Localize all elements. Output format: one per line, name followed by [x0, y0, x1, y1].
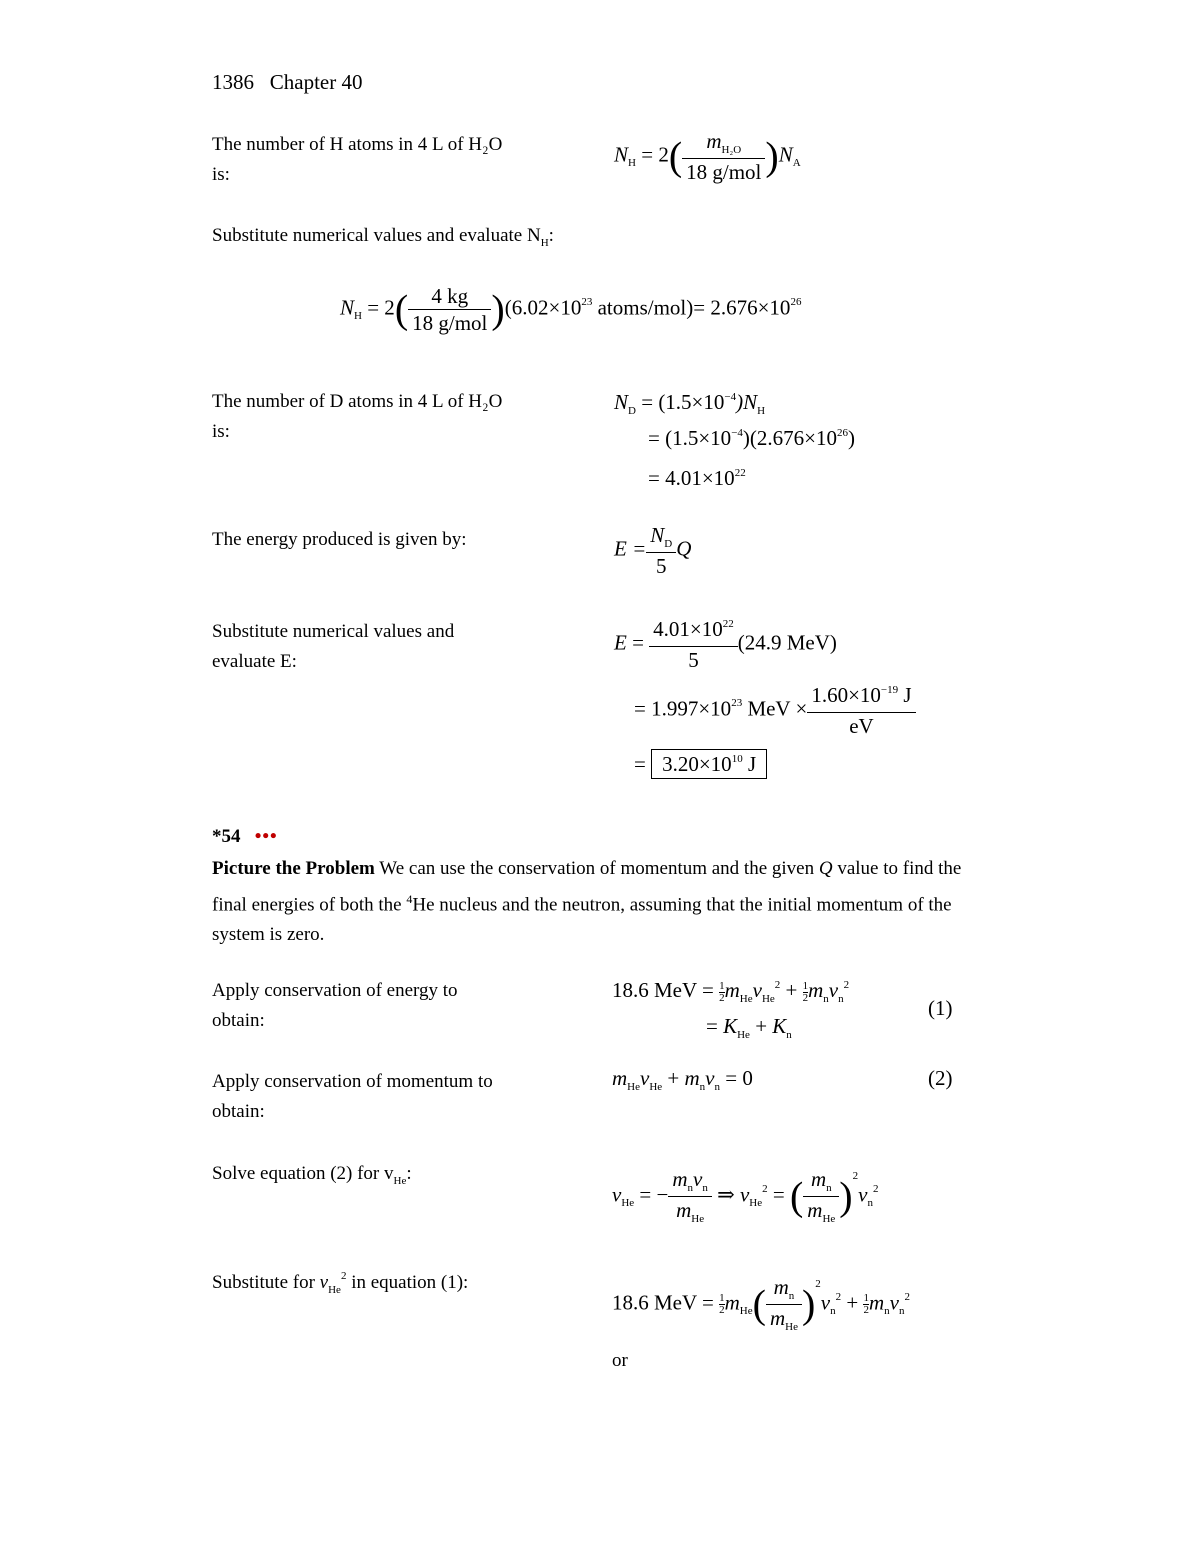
- step-substitute-label: Substitute for $v_{He}^2$ in equation (1):: [212, 1270, 469, 1296]
- substitute-nh-label: Substitute numerical values and evaluate $N_H$:: [212, 225, 554, 249]
- step-energy-label: Apply conservation of energy to obtain:: [212, 980, 458, 1031]
- problem-number: *54 •••: [212, 826, 278, 847]
- d-atoms-label: The number of D atoms in 4 L of H₂O is:: [212, 391, 503, 442]
- energy-conservation-line-1: 18.6 MeV = $\frac{1}{2}$ $m_{He}v_{He}^2$ + $\frac{1}{2}$ $m_nv_n^2$: [612, 978, 850, 1005]
- h-atoms-label: The number of H atoms in 4 L of H₂O is:: [212, 134, 503, 185]
- nd-line-3: = $4.01\times 10^{22}$: [648, 466, 746, 490]
- chapter-title: Chapter 40: [269, 70, 363, 94]
- energy-label: The energy produced is given by:: [212, 529, 467, 550]
- equation-number-1: (1): [928, 996, 953, 1020]
- energy-equation: E = $\frac{N_D}{5}$ Q: [614, 523, 692, 578]
- step-solve-label: Solve equation (2) for $v_{He}$:: [212, 1163, 412, 1187]
- solve-equation: $v_{He}$ = − $\frac{m_nv_n}{m_{He}}$ ⇒ $v_{He}^2$ = ( $\frac{m_n}{m_{He}}$ )$^2v_n^2$: [612, 1167, 879, 1225]
- or-text: or: [612, 1350, 628, 1371]
- problem-intro: Picture the Problem We can use the conservation of momentum and the given Q value to find the final energies of both the $^4$He nucleus and the neutron, assuming that the initial momentum of the system is zero.: [212, 858, 962, 946]
- nd-line-2: = $(1.5\times 10^{-4})(2.676\times 10^{26})$: [648, 426, 855, 450]
- e-eval-final: = $3.20\times 10^{10}$ J: [634, 752, 767, 777]
- substituted-energy-equation: 18.6 MeV = $\frac{1}{2}$ $m_{He}$( $\frac{m_n}{m_{He}}$ )$^2v_n^2$ + $\frac{1}{2}$ $m_nv_n^2$: [612, 1275, 910, 1333]
- equation-number-2: (2): [928, 1066, 953, 1090]
- page-header: [212, 70, 362, 95]
- e-eval-line-1: E = $\frac{4.01\times 10^{22}}{5}$ (24.9 MeV): [614, 617, 837, 672]
- page-number: 1386: [212, 70, 254, 94]
- h-atoms-equation: $N_H = 2$( $\frac{m_{H_2O}}{\text{18 g/mol}}$ )$N_A$: [614, 129, 801, 184]
- final-answer-box: $3.20\times 10^{10}$ J: [651, 749, 767, 779]
- evaluate-e-label: Substitute numerical values and evaluate E:: [212, 621, 455, 672]
- step-momentum-label: Apply conservation of momentum to obtain:: [212, 1071, 493, 1122]
- difficulty-dots: •••: [254, 826, 278, 847]
- e-eval-line-2: = $1.997\times 10^{23}$ MeV × $\frac{1.60\times 10^{-19} J}{eV}$: [634, 682, 916, 739]
- energy-conservation-line-2: = $K_{He} + K_n$: [706, 1014, 792, 1041]
- momentum-equation: $m_{He}v_{He} + m_nv_n = 0$: [612, 1066, 753, 1093]
- nd-line-1: $N_D = (1.5\times 10^{-4})N_H$: [614, 390, 766, 417]
- nh-evaluation: $N_H = 2$( $\frac{4 kg}{\text{18 g/mol}}$ )($6.02\times 10^{23}$ atoms/mol)= $2.676\times 10^{26}$: [340, 284, 802, 335]
